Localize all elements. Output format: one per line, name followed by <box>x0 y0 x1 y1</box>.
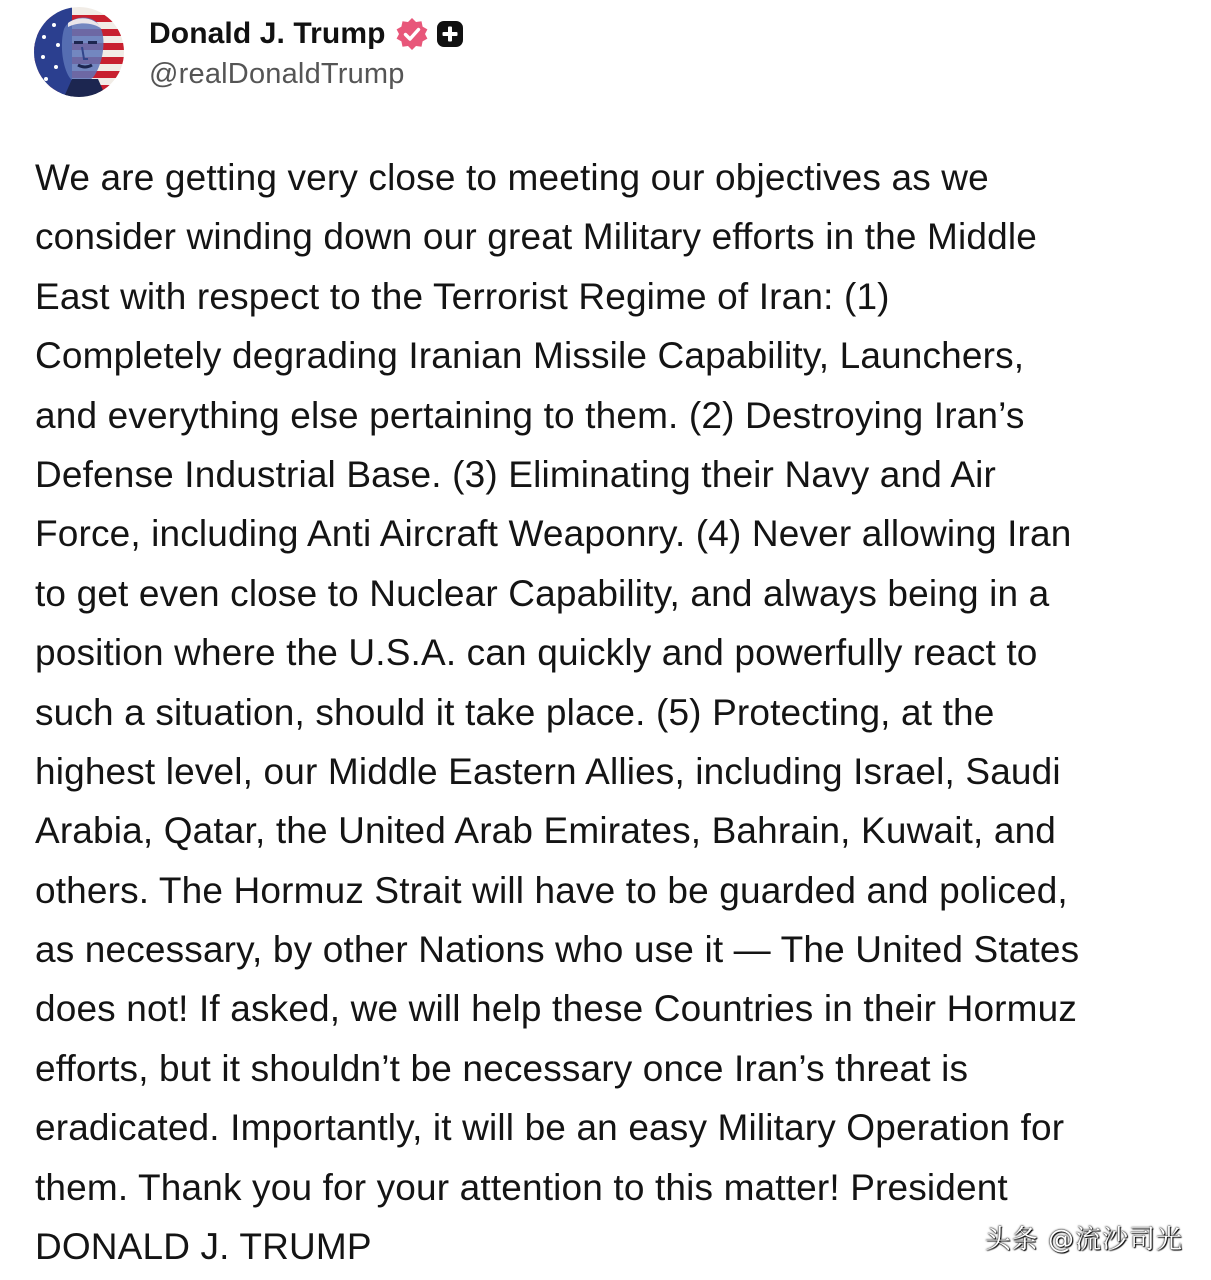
post-text-line: eradicated. Importantly, it will be an easy Military Operation for <box>35 1107 1065 1149</box>
post-text-line: them. Thank you for your attention to this matter! President <box>35 1166 1008 1208</box>
flag-portrait-avatar-icon <box>34 7 124 97</box>
post-body <box>35 148 1185 1276</box>
post-text-line: position where the U.S.A. can quickly and powerfully react to <box>35 632 1038 674</box>
post-text-line: consider winding down our great Military efforts in the Middle <box>35 216 1037 258</box>
post-text-line: Defense Industrial Base. (3) Eliminating their Navy and Air <box>35 453 997 495</box>
watermark: 头条 @流沙司光 <box>984 1225 1183 1255</box>
post-text-line: such a situation, should it take place. (5) Protecting, at the <box>35 691 995 733</box>
post-text-line: We are getting very close to meeting our objectives as we <box>35 157 989 198</box>
post-text-line: as necessary, by other Nations who use it — The United States <box>35 929 1080 971</box>
verified-badge-icon <box>395 17 429 51</box>
post-text-line: DONALD J. TRUMP <box>35 1226 372 1268</box>
author-display-name[interactable]: Donald J. Trump <box>149 16 386 50</box>
post-text-line: highest level, our Middle Eastern Allies, including Israel, Saudi <box>35 750 1061 792</box>
post-text-line: others. The Hormuz Strait will have to be guarded and policed, <box>35 869 1068 911</box>
post-text-line: and everything else pertaining to them. (2) Destroying Iran’s <box>35 394 1025 436</box>
post-text-line: East with respect to the Terrorist Regime of Iran: (1) <box>35 275 890 317</box>
post-text-line: Force, including Anti Aircraft Weaponry. (4) Never allowing Iran <box>35 513 1072 555</box>
post-text-line: Completely degrading Iranian Missile Capability, Launchers, <box>35 335 1025 377</box>
author-identity <box>149 14 464 91</box>
avatar[interactable] <box>34 7 124 97</box>
author-handle[interactable]: @realDonaldTrump <box>149 57 405 90</box>
plus-badge-icon <box>436 20 464 48</box>
name-row <box>149 14 464 54</box>
post-text-line: to get even close to Nuclear Capability, and always being in a <box>35 572 1050 614</box>
post-header <box>34 6 464 98</box>
post-text-line: efforts, but it shouldn’t be necessary once Iran’s threat is <box>35 1047 969 1089</box>
post-text-line: Arabia, Qatar, the United Arab Emirates, Bahrain, Kuwait, and <box>35 810 1057 852</box>
post-text-line: does not! If asked, we will help these Countries in their Hormuz <box>35 988 1077 1030</box>
